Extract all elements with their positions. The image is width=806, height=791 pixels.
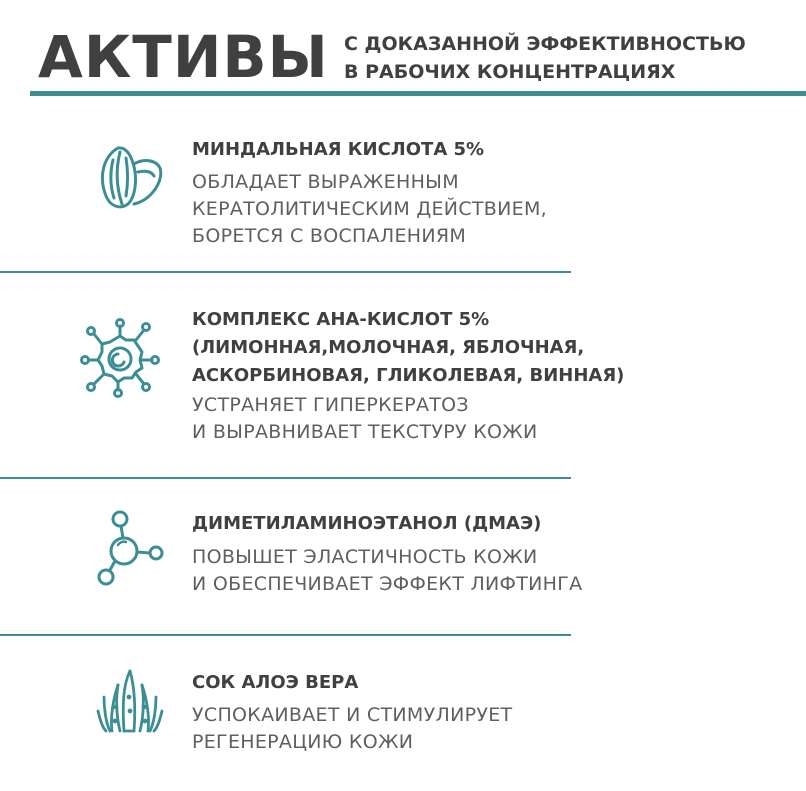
page-subtitle: [344, 30, 746, 86]
header: [38, 20, 806, 100]
header-divider: [30, 91, 806, 96]
item-description: УСПОКАИВАЕТ И СТИМУЛИРУЕТ РЕГЕНЕРАЦИЮ КОЖИ: [192, 704, 513, 753]
item-description: УСТРАНЯЕТ ГИПЕРКЕРАТОЗ И ВЫРАВНИВАЕТ ТЕКСТУРУ КОЖИ: [192, 394, 538, 443]
item-title: ДИМЕТИЛАМИНОЭТАНОЛ (ДМАЭ): [192, 513, 542, 534]
item-title: СОК АЛОЭ ВЕРА: [192, 672, 359, 693]
acid-complex-icon: [80, 318, 152, 390]
section-divider: [0, 477, 571, 479]
item-description: ОБЛАДАЕТ ВЫРАЖЕННЫМ КЕРАТОЛИТИЧЕСКИМ ДЕЙСТВИЕМ, БОРЕТСЯ С ВОСПАЛЕНИЯМ: [192, 171, 547, 247]
page-title: АКТИВЫ: [38, 23, 329, 91]
subtitle-line-1: С ДОКАЗАННОЙ ЭФФЕКТИВНОСТЬЮ: [344, 33, 746, 55]
section-divider: [0, 271, 571, 273]
almond-icon: [94, 142, 166, 214]
item-title: КОМПЛЕКС АНА-КИСЛОТ 5% (ЛИМОННАЯ,МОЛОЧНАЯ, ЯБЛОЧНАЯ, АСКОРБИНОВАЯ, ГЛИКОЛЕВАЯ, ВИННАЯ): [192, 309, 625, 386]
subtitle-line-2: В РАБОЧИХ КОНЦЕНТРАЦИЯХ: [344, 61, 676, 83]
section-divider: [0, 634, 571, 636]
item-title: МИНДАЛЬНАЯ КИСЛОТА 5%: [192, 139, 485, 160]
item-description: ПОВЫШЕТ ЭЛАСТИЧНОСТЬ КОЖИ И ОБЕСПЕЧИВАЕТ ЭФФЕКТ ЛИФТИНГА: [192, 546, 583, 595]
aloe-vera-icon: [94, 667, 166, 739]
molecule-icon: [94, 507, 166, 579]
